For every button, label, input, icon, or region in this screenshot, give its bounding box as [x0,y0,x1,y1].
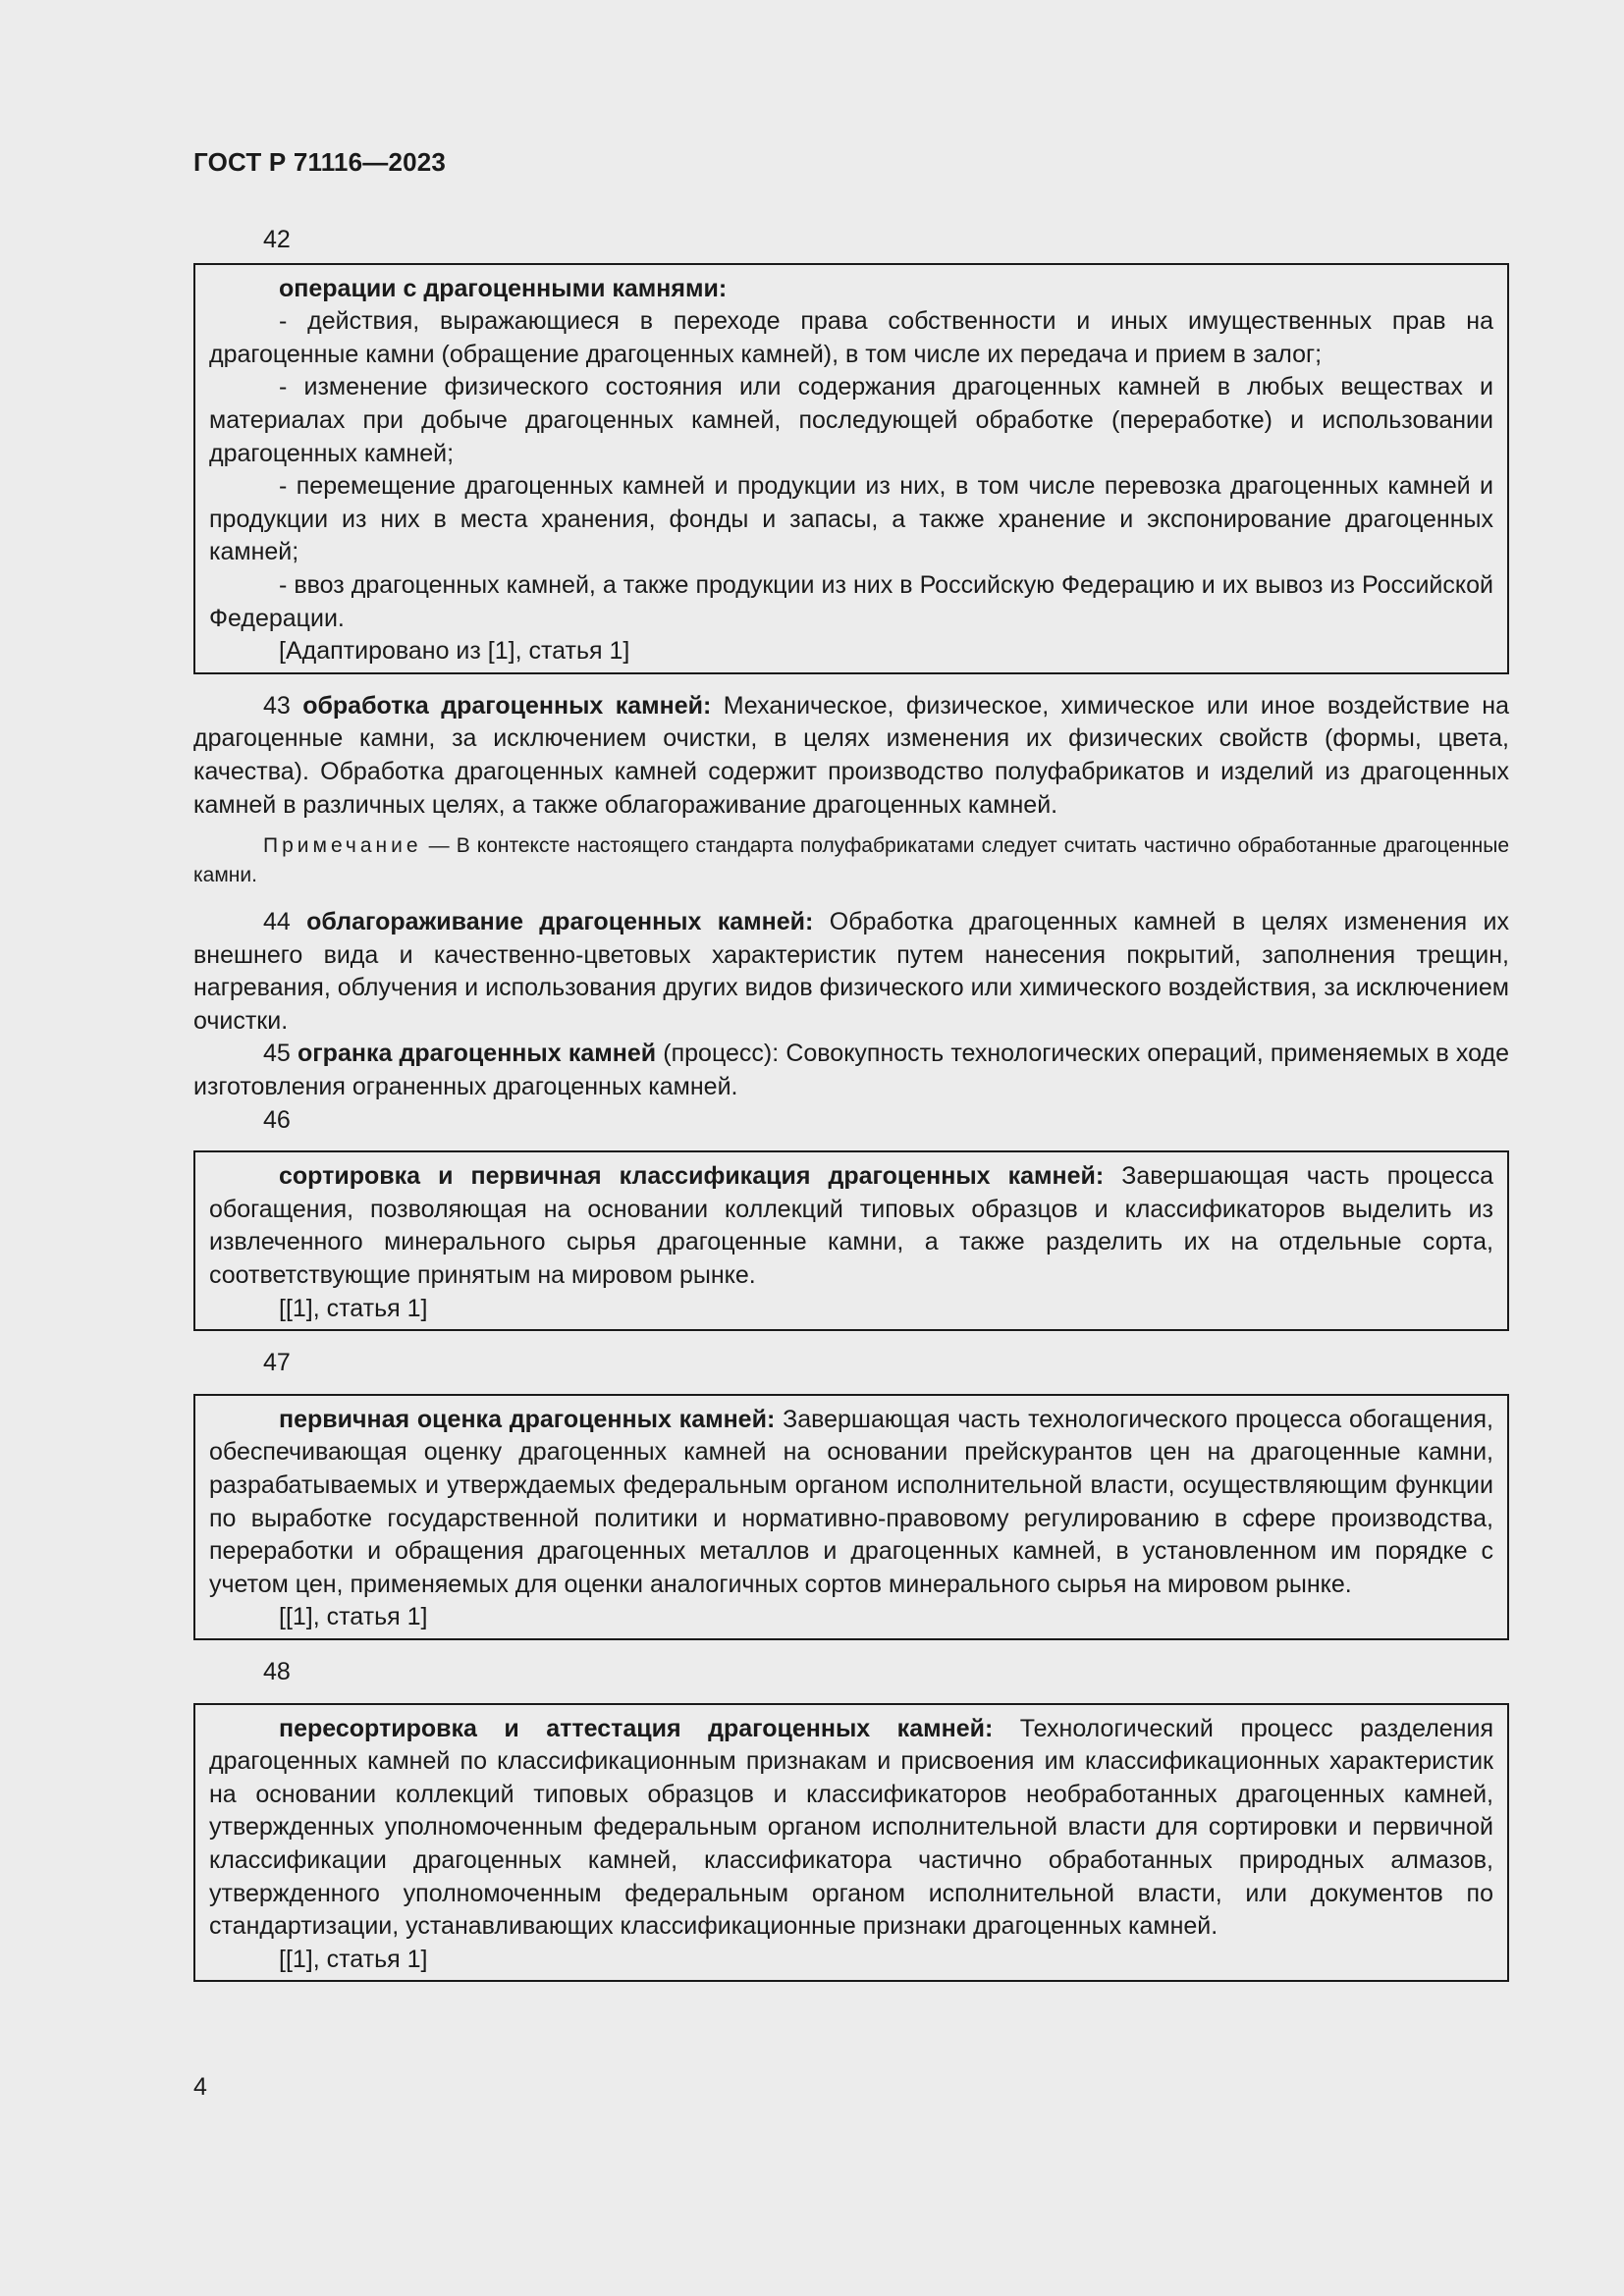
term-name: пересортировка и аттестация драгоценных камней: [279,1714,994,1742]
term-qualifier: (процесс): [663,1040,780,1068]
note-43 [193,831,1509,890]
term-definition: Механическое, физическое, химическое или иное воздействие на драгоценные камни, за исключением очистки, в целях изменения их физических свойств (формы, цвета, качества). Обработка драгоценных камней содержит производство полуфабрикатов и изделий из драгоценных камней в различных целях, а также облагораживание драгоценных камней. [193,691,1509,819]
term-name: операции с драгоценными камнями: [279,274,728,302]
term-source: [[1], статья 1] [279,1945,428,1973]
term-number: 45 [263,1040,291,1068]
term-name: облагораживание драгоценных камней: [306,908,814,936]
term-source: [Адаптировано из [1], статья 1] [279,637,630,666]
page-number: 4 [193,2073,207,2101]
term-definition: Завершающая часть процесса обогащения, позволяющая на основании коллекций типовых образцов и классификаторов выделить из извлеченного минерального сырья драгоценные камни, а также разделить их на отдельные сорта, соответствующие принятым на мировом рынке. [209,1162,1493,1290]
note-label: Примечание [263,834,422,858]
list-item: - изменение физического состояния или содержания драгоценных камней в любых веществах и материалах при добыче драгоценных камней, последующей обработке (переработке) и использовании драгоценных камней; [209,373,1493,467]
note-text: — В контексте настоящего стандарта полуфабрикатами следует считать частично обработанные драгоценные камни. [193,834,1509,887]
term-definition: Совокупность технологических операций, применяемых в ходе изготовления ограненных драгоценных камней. [193,1040,1509,1101]
term-definition: Завершающая часть технологического процесса обогащения, обеспечивающая оценку драгоценных камней на основании прейскурантов цен на драгоценные камни, разрабатываемых и утверждаемых федеральным органом исполнительной власти, осуществляющим функции по выработке государственной политики и нормативно-правовому регулированию в сфере производства, переработки и обращения драгоценных металлов и драгоценных камней, в установленном им порядке с учетом цен, применяемых для оценки аналогичных сортов минерального сырья на мировом рынке. [209,1405,1493,1598]
term-number-47: 47 [263,1349,291,1377]
term-box-46 [193,1150,1509,1331]
term-number-48: 48 [263,1657,291,1685]
term-name: сортировка и первичная классификация драгоценных камней: [279,1162,1105,1191]
list-item: - перемещение драгоценных камней и продукции из них, в том числе перевозка драгоценных камней и продукции из них в места хранения, фонды и запасы, а также хранение и экспонирование драгоценных камней; [209,472,1493,566]
term-source: [[1], статья 1] [279,1603,428,1631]
term-name: обработка драгоценных камней: [302,691,712,720]
term-number: 43 [263,691,291,720]
term-paragraph-45 [193,1038,1509,1103]
term-definition: Обработка драгоценных камней в целях изменения их внешнего вида и качественно-цветовых характеристик путем нанесения покрытий, заполнения трещин, нагревания, облучения и использования других видов физического или химического воздействия, за исключением очистки. [193,908,1509,1035]
document-body [193,224,1509,1998]
term-source: [[1], статья 1] [279,1294,428,1322]
term-number-42: 42 [263,226,291,253]
list-item: - действия, выражающиеся в переходе права собственности и иных имущественных прав на драгоценные камни (обращение драгоценных камней), в том числе их передача и прием в залог; [209,307,1493,368]
term-box-42 [193,263,1509,674]
term-name: огранка драгоценных камней [297,1040,657,1068]
term-name: первичная оценка драгоценных камней: [279,1405,776,1433]
term-definition: Технологический процесс разделения драгоценных камней по классификационным признакам и присвоения им классификационных характеристик на основании коллекций типовых образцов и классификаторов необработанных драгоценных камней, утвержденных уполномоченным федеральным органом исполнительной власти для сортировки и первичной классификации драгоценных камней, классификатора частично обработанных природных алмазов, утвержденного уполномоченным федеральным органом исполнительной власти, или документов по стандартизации, устанавливающих классификационные признаки драгоценных камней. [209,1714,1493,1941]
list-item: - ввоз драгоценных камней, а также продукции из них в Российскую Федерацию и их вывоз из Российской Федерации. [209,570,1493,632]
term-paragraph-43 [193,690,1509,822]
term-paragraph-44 [193,906,1509,1038]
document-header: ГОСТ Р 71116—2023 [193,147,447,177]
term-number-46: 46 [263,1105,291,1134]
term-number: 44 [263,908,291,936]
term-box-47 [193,1394,1509,1640]
term-box-48 [193,1703,1509,1983]
